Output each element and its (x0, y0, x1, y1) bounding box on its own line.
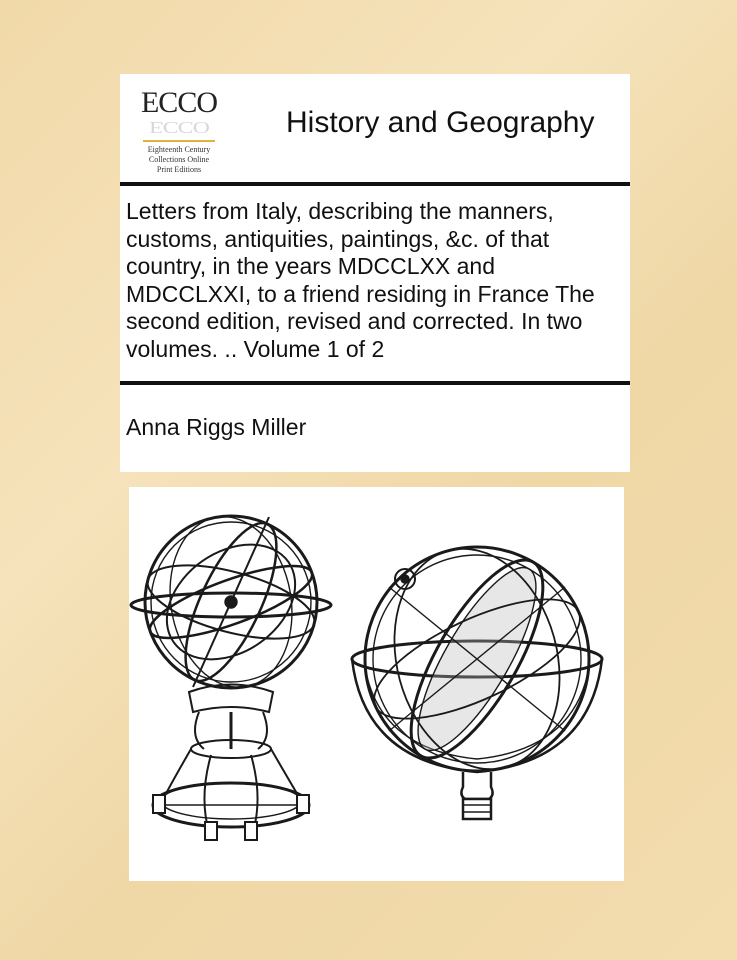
armillary-sphere-on-stand-icon (131, 507, 331, 840)
logo-caption-2: Collections Online (148, 155, 210, 164)
cover-panel (120, 74, 630, 472)
title-rule-top (120, 182, 630, 186)
armillary-spheres-icon (129, 487, 624, 881)
series-title: History and Geography (286, 106, 595, 139)
ecco-logo (132, 84, 226, 180)
logo-caption-1: Eighteenth Century (147, 145, 211, 154)
armillary-illustration (129, 487, 624, 881)
book-title: Letters from Italy, describing the manners, customs, antiquities, paintings, &c. of that country, in the years MDCCLXX and MDCCLXXI, to a friend residing in France The second edition, revised and corrected. In two volumes. .. Volume 1 of 2 (126, 198, 595, 362)
author-name: Anna Riggs Miller (126, 414, 307, 440)
armillary-hemisphere-icon (352, 530, 602, 819)
logo-reflection: ECCO (148, 117, 209, 137)
logo-caption-3: Print Editions (156, 165, 202, 174)
title-rule-bottom (120, 381, 630, 385)
logo-mark: ECCO (140, 86, 217, 119)
logo-accent-line (143, 140, 215, 142)
